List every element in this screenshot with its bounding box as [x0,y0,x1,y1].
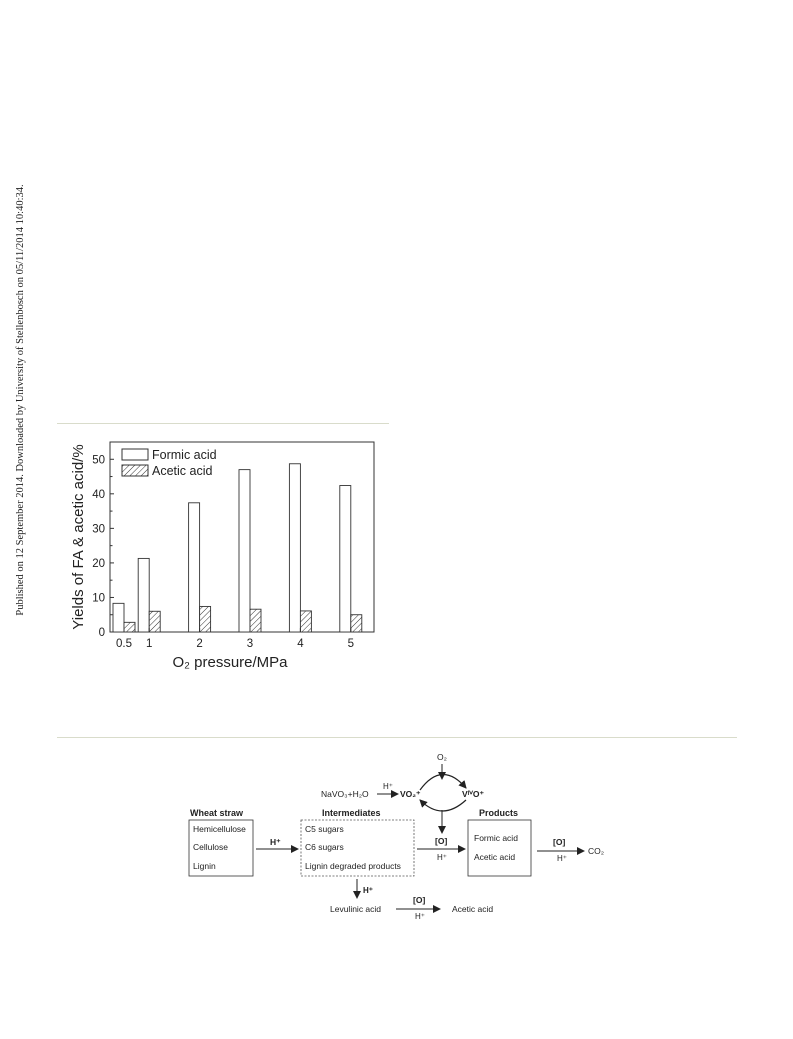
y-tick-label: 30 [92,523,105,536]
x-tick-label: 0.5 [116,638,132,650]
o2-label: O₂ [437,752,447,762]
wheat-straw-item: Hemicellulose [193,824,246,834]
products-item: Acetic acid [474,852,516,862]
legend-label-acetic: Acetic acid [152,464,213,478]
co2-label: CO₂ [588,846,605,856]
oxidation-acid-label: H⁺ [437,853,447,862]
y-tick-label: 10 [92,592,105,605]
x-tick-label: 5 [347,638,355,650]
y-tick-label: 40 [92,488,105,501]
levulinic-acid-catalyst: H⁺ [363,886,373,895]
intermediates-item: Lignin degraded products [305,861,401,871]
levulinic-ox-label: [O] [413,895,426,905]
products-box [468,820,531,876]
cycle-arc-top [420,774,466,790]
v4o-species: VᴵⱽO⁺ [462,789,484,799]
wheat-straw-title: Wheat straw [190,808,244,818]
x-tick-label: 1 [145,638,153,650]
cycle-arc-bottom [420,800,466,811]
y-tick-label: 0 [98,627,105,639]
navo3-acid-label: H⁺ [383,782,393,791]
intermediates-item: C5 sugars [305,824,344,834]
hydrolysis-label: H⁺ [270,837,281,847]
levulinic-acid-label: H⁺ [415,912,425,921]
x-tick-label: 3 [246,638,254,650]
x-tick-label: 4 [297,638,304,650]
products-title: Products [479,808,519,818]
oxidation-label: [O] [435,836,448,846]
products-item: Formic acid [474,833,518,843]
x-tick-label: 2 [196,638,203,650]
wheat-straw-item: Cellulose [193,842,228,852]
intermediates-title: Intermediates [322,808,381,818]
y-axis-label: Yields of FA & acetic acid/% [70,444,87,630]
wheat-straw-item: Lignin [193,861,216,871]
legend-label-formic: Formic acid [152,448,217,462]
levulinic-label: Levulinic acid [330,904,382,914]
download-notice-text: Published on 12 September 2014. Downloaded by University of Stellenbosch on 05/11/2014 10:40:34. [15,184,26,616]
vo2-species: VO₂⁺ [400,789,421,799]
co2-acid-label: H⁺ [557,854,567,863]
co2-oxidation-label: [O] [553,837,566,847]
acetic-acid-final: Acetic acid [452,904,494,914]
x-axis-label: O₂ pressure/MPa [172,654,288,671]
intermediates-item: C6 sugars [305,842,344,852]
y-tick-label: 20 [92,557,105,570]
navo3-label: NaVO₃+H₂O [321,789,369,799]
y-tick-label: 50 [92,454,105,467]
